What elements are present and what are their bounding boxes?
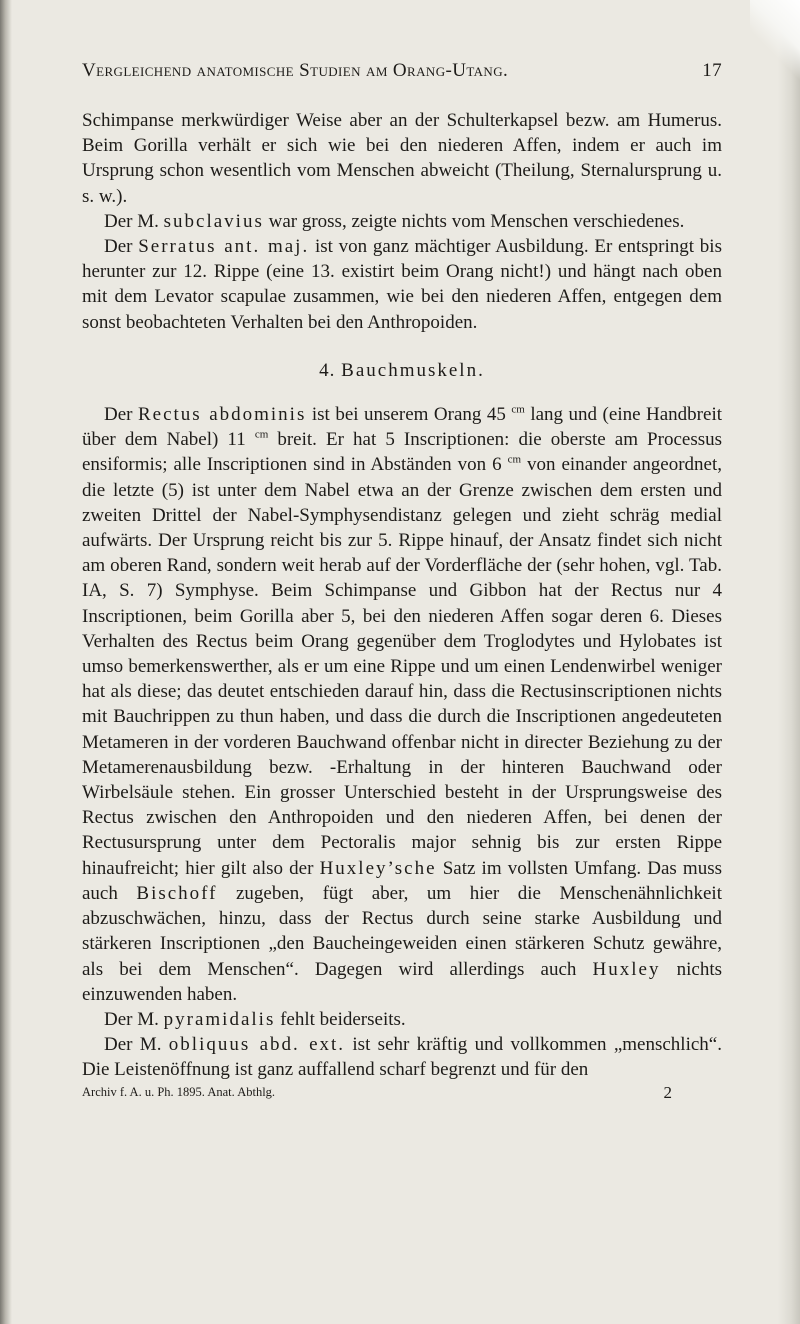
text-run: nichts einzuwenden haben. bbox=[82, 958, 722, 1005]
spaced-term: Rectus abdominis bbox=[137, 404, 307, 426]
footer-citation: Archiv f. A. u. Ph. 1895. Anat. Abthlg. bbox=[82, 1084, 276, 1099]
text-run: Der bbox=[104, 404, 138, 426]
text-run: Der M. bbox=[104, 1034, 169, 1056]
page-edge-shadow bbox=[0, 0, 12, 1324]
unit-superscript: cm bbox=[507, 454, 522, 467]
signature-mark: 2 bbox=[663, 1082, 672, 1102]
paragraph bbox=[82, 402, 722, 1007]
unit-superscript: cm bbox=[254, 428, 269, 441]
page-footer bbox=[82, 1082, 722, 1105]
text-run: Der bbox=[104, 236, 139, 258]
paragraph bbox=[82, 234, 722, 335]
page-right-edge bbox=[778, 0, 800, 1324]
unit-superscript: cm bbox=[511, 403, 525, 416]
text-run: Satz im vollsten Umfang. Das muss auch bbox=[82, 857, 723, 904]
spaced-term: Bauchmuskeln. bbox=[341, 359, 485, 381]
text-run: war gross, zeigte nichts vom Menschen verschiedenes. bbox=[263, 210, 685, 232]
spaced-term: Huxley bbox=[592, 958, 661, 980]
spaced-term: subclavius bbox=[163, 210, 264, 232]
text-run: fehlt beiderseits. bbox=[275, 1008, 406, 1030]
running-head-title: Vergleichend anatomische Studien am Orang-Utang. bbox=[82, 60, 509, 81]
text-run: Schimpanse merkwürdiger Weise aber an der Schulterkapsel bezw. am Humerus. Beim Gorilla verhält er sich wie bei den niederen Affen, indem er auch im Ursprung schon wesentlich vom Menschen abweicht (Theilung, Sternalursprung u. s. w.). bbox=[82, 110, 722, 207]
section-heading bbox=[82, 358, 722, 383]
book-page bbox=[82, 58, 722, 1105]
spaced-term: Bischoff bbox=[136, 882, 218, 904]
page-number: 17 bbox=[702, 60, 722, 81]
spaced-term: Serratus ant. maj. bbox=[138, 236, 310, 258]
page-corner-fold bbox=[750, 0, 800, 80]
running-head bbox=[82, 58, 722, 88]
text-run: zugeben, fügt aber, um hier die Menschenähnlichkeit abzuschwächen, hinzu, dass der Rectus durch seine starke Ausbildung und stärkeren Inscriptionen „den Baucheingeweiden einen stärkeren Schutz gewähre, als bei dem Menschen“. Dagegen wird allerdings auch bbox=[82, 882, 722, 980]
text-run: breit. Er hat 5 Inscriptionen: die oberste am Processus ensiformis; alle Inscriptionen sind in Abständen von 6 bbox=[82, 429, 722, 476]
text-run: lang und (eine Handbreit über dem Nabel) 11 bbox=[82, 404, 722, 451]
text-run: 4. bbox=[319, 359, 342, 381]
spaced-term: pyramidalis bbox=[163, 1008, 276, 1030]
text-run: ist bei unserem Orang 45 bbox=[306, 404, 512, 426]
spaced-term: Huxley’sche bbox=[319, 857, 437, 879]
text-run: Der M. bbox=[104, 1008, 164, 1030]
text-run: ist sehr kräftig und vollkommen „menschlich“. Die Leistenöffnung ist ganz auffallend scharf begrenzt und für den bbox=[82, 1034, 722, 1081]
text-run: Der M. bbox=[104, 210, 164, 232]
spaced-term: obliquus abd. ext. bbox=[168, 1034, 346, 1056]
body-text bbox=[82, 108, 722, 1083]
paragraph bbox=[82, 209, 722, 234]
paragraph bbox=[82, 1007, 722, 1032]
text-run: von einander angeordnet, die letzte (5) ist unter dem Nabel etwa an der Grenze zwischen dem ersten und zweiten Drittel der Nabel-Symphysendistanz gelegen und zieht schräg medial aufwärts. Der Ursprung reicht bis zur 5. Rippe hinauf, der Ansatz findet sich nicht am oberen Rand, sondern weit herab auf der Vorderfläche der (sehr hohen, vgl. Tab. IA, S. 7) Symphyse. Beim Schimpanse und Gibbon hat der Rectus nur 4 Inscriptionen, beim Gorilla aber 5, bei den niederen Affen sogar deren 6. Dieses Verhalten des Rectus beim Orang gegenüber dem Troglodytes und Hylobates ist umso bemerkenswerther, als er um eine Rippe und um einen Lendenwirbel weniger hat als diese; das deutet entschieden darauf hin, dass die Rectusinscriptionen nichts mit Bauchrippen zu thun haben, und dass die durch die Inscriptionen angedeuteten Metameren in der vorderen Bauchwand offenbar nicht in directer Beziehung zu der Metamerenausbildung bezw. -Erhaltung in der hinteren Bauchwand oder Wirbelsäule stehen. Ein grosser Unterschied besteht in der Ursprungsweise des Rectus zwischen den Anthropoiden und den niederen Affen, bei denen der Rectusursprung unter dem Pectoralis major sehnig bis zur ersten Rippe hinaufreicht; hier gilt also der bbox=[82, 454, 722, 879]
text-run: ist von ganz mächtiger Ausbildung. Er entspringt bis herunter zur 12. Rippe (eine 13. existirt beim Orang nicht!) und hängt nach oben mit dem Levator scapulae zusammen, wie bei den niederen Affen, entgegen dem sonst beobachteten Verhalten bei den Anthropoiden. bbox=[82, 236, 722, 333]
paragraph bbox=[82, 1032, 722, 1082]
paragraph bbox=[82, 108, 722, 209]
